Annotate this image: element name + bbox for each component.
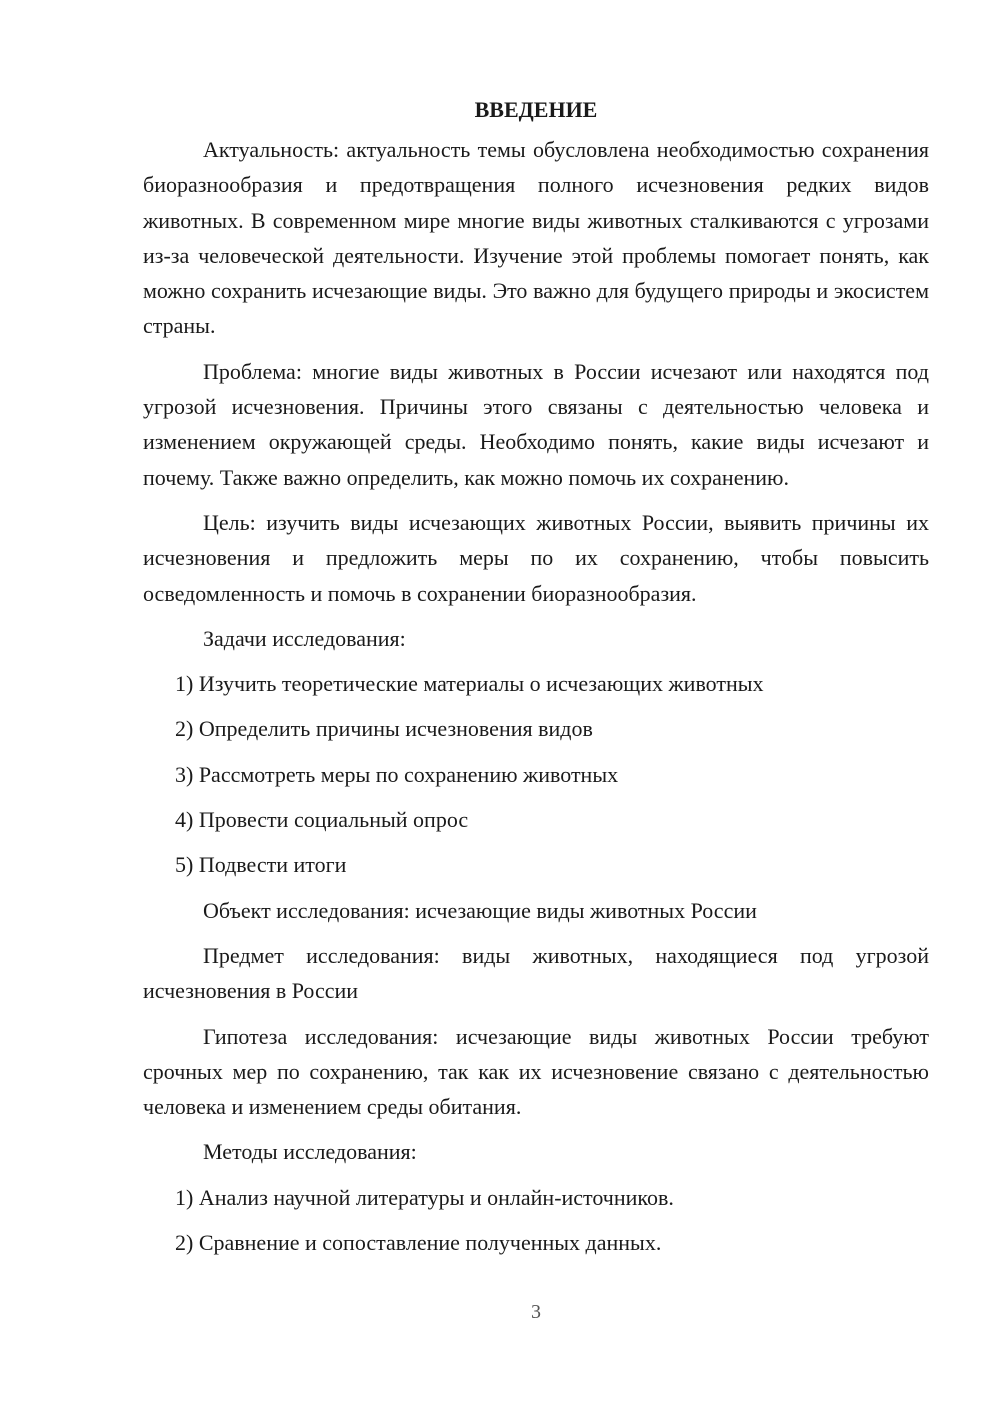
paragraph-relevance: Актуальность: актуальность темы обусловлена необходимостью сохранения биоразнообразия и предотвращения полного исчезновения редких видов животных. В современном мире многие виды животных сталкиваются с угрозами из-за человеческой деятельности. Изучение этой проблемы помогает понять, как можно сохранить исчезающие виды. Это важно для будущего природы и экосистем страны. (143, 137, 929, 339)
tasks-heading: Задачи исследования: (203, 625, 406, 651)
method-item: 1) Анализ научной литературы и онлайн-источников. (175, 1184, 674, 1210)
task-item: 2) Определить причины исчезновения видов (175, 716, 593, 742)
paragraph-problem: Проблема: многие виды животных в России исчезают или находятся под угрозой исчезновения. Причины этого связаны с деятельностью человека и изменением окружающей среды. Необходимо понять, какие виды исчезают и почему. Также важно определить, как можно помочь их сохранению. (143, 358, 929, 490)
task-item: 3) Рассмотреть меры по сохранению животных (175, 761, 619, 787)
page-number: 3 (531, 1301, 541, 1323)
task-item: 4) Провести социальный опрос (175, 807, 469, 833)
paragraph-goal: Цель: изучить виды исчезающих животных России, выявить причины их исчезновения и предложить меры по их сохранению, чтобы повысить осведомленность и помочь в сохранении биоразнообразия. (143, 509, 929, 606)
task-item: 1) Изучить теоретические материалы о исчезающих животных (175, 671, 764, 697)
method-item: 2) Сравнение и сопоставление полученных данных. (175, 1230, 662, 1256)
page-content (143, 92, 929, 1270)
methods-heading: Методы исследования: (203, 1139, 417, 1165)
section-title: ВВЕДЕНИЕ (474, 97, 598, 122)
research-object: Объект исследования: исчезающие виды животных России (203, 897, 757, 923)
research-subject: Предмет исследования: виды животных, находящиеся под угрозой исчезновения в России (143, 942, 929, 1004)
research-hypothesis: Гипотеза исследования: исчезающие виды животных России требуют срочных мер по сохранению, так как их исчезновение связано с деятельностью человека и изменением среды обитания. (143, 1023, 929, 1120)
task-item: 5) Подвести итоги (175, 852, 347, 878)
